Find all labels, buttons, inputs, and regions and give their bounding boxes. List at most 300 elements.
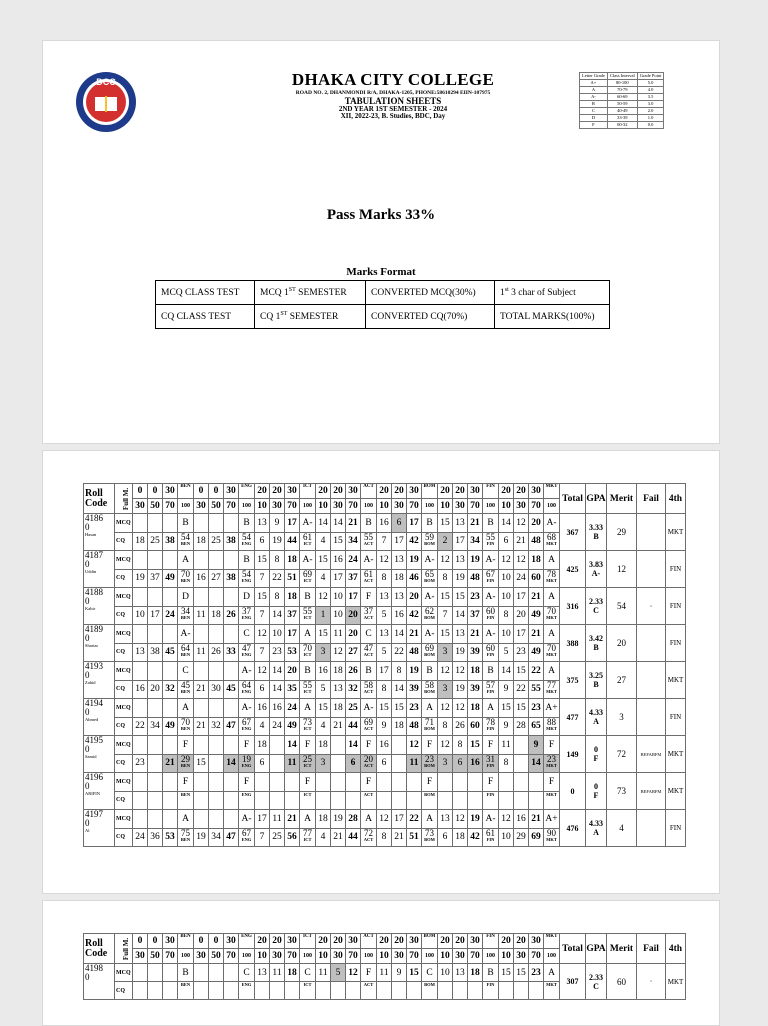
cq-mark: 10 bbox=[499, 828, 514, 847]
fourth-subject: FIN bbox=[666, 810, 686, 847]
cq-mark: 34 bbox=[346, 532, 361, 551]
mcq-mark: 21 bbox=[468, 625, 483, 644]
cq-mark bbox=[453, 982, 468, 1000]
cq-mark bbox=[544, 791, 560, 810]
fail-subjects: BEFABFM bbox=[637, 736, 666, 773]
subject-full-mark: 30 bbox=[514, 949, 529, 964]
mcq-mark bbox=[209, 514, 224, 533]
grade-scale-row bbox=[580, 101, 664, 108]
roll-number: 4195 bbox=[85, 735, 103, 745]
cq-label: CQ bbox=[115, 569, 133, 588]
mcq-mark: 19 bbox=[468, 810, 483, 829]
grade-scale-cell: 5.0 bbox=[637, 80, 664, 87]
mcq-mark bbox=[209, 810, 224, 829]
subject-full-mark: 70 bbox=[285, 949, 300, 964]
total-marks: 307 bbox=[560, 964, 586, 1000]
subject-full-mark: 0 bbox=[194, 934, 209, 949]
fail-subjects: ^ bbox=[637, 964, 666, 1000]
mcq-mark: 22 bbox=[407, 810, 422, 829]
cq-mark: 55 FIN bbox=[483, 532, 499, 551]
subject-full-mark: 20 bbox=[270, 934, 285, 949]
grade-scale-row bbox=[580, 94, 664, 101]
sheet-title: TABULATION SHEETS bbox=[344, 95, 442, 106]
format-cell: MCQ 1ST SEMESTER bbox=[255, 281, 366, 305]
mcq-mark: 12 bbox=[438, 662, 453, 681]
subject-code-tag: ACT bbox=[363, 836, 374, 842]
mcq-mark: 13 bbox=[438, 810, 453, 829]
cq-mark: 21 bbox=[331, 717, 346, 736]
mcq-mark: A bbox=[422, 699, 438, 718]
college-header bbox=[193, 71, 593, 121]
mcq-mark: 5 bbox=[331, 964, 346, 982]
cq-mark: 70 MKT bbox=[544, 643, 560, 662]
cq-mark bbox=[422, 791, 438, 810]
mcq-mark bbox=[133, 773, 148, 792]
cq-mark: 61 ICT bbox=[300, 532, 316, 551]
roll-cell bbox=[84, 588, 115, 625]
mcq-mark: 19 bbox=[407, 551, 422, 570]
roll-number: 4193 bbox=[85, 661, 103, 671]
subject-code-tag: ICT bbox=[303, 614, 312, 620]
mcq-mark: 12 bbox=[514, 551, 529, 570]
roll-number: 4186 bbox=[85, 513, 103, 523]
mcq-mark: 12 bbox=[377, 810, 392, 829]
mcq-mark: A bbox=[178, 810, 194, 829]
mcq-mark: 12 bbox=[499, 810, 514, 829]
mcq-mark: B bbox=[239, 514, 255, 533]
gpa-cell bbox=[586, 625, 607, 662]
grade-value: F bbox=[593, 754, 599, 763]
subject-full-mark: 0 bbox=[209, 934, 224, 949]
mcq-label: MCQ bbox=[115, 736, 133, 755]
cq-mark: 45 bbox=[163, 643, 178, 662]
cq-mark: 21 bbox=[331, 828, 346, 847]
mcq-mark: 17 bbox=[514, 588, 529, 607]
cq-mark: 51 bbox=[285, 569, 300, 588]
cq-mark: 58 ACT bbox=[361, 680, 377, 699]
mcq-mark: 18 bbox=[331, 699, 346, 718]
mcq-mark bbox=[194, 699, 209, 718]
mcq-mark: 8 bbox=[453, 736, 468, 755]
cq-mark: 42 bbox=[468, 828, 483, 847]
cq-mark bbox=[346, 982, 361, 1000]
mcq-mark: 24 bbox=[285, 699, 300, 718]
gpa-cell bbox=[586, 551, 607, 588]
mcq-mark: 13 bbox=[392, 588, 407, 607]
cq-mark: 88 MKT bbox=[544, 717, 560, 736]
cq-mark: 49 bbox=[285, 717, 300, 736]
mcq-label: MCQ bbox=[115, 588, 133, 607]
cq-mark: 30 bbox=[209, 680, 224, 699]
mcq-mark bbox=[194, 514, 209, 533]
cq-mark: 8 bbox=[377, 569, 392, 588]
mcq-label: MCQ bbox=[115, 810, 133, 829]
cq-mark bbox=[224, 791, 239, 810]
mcq-mark: 10 bbox=[270, 625, 285, 644]
grade-scale-cell: C bbox=[580, 108, 608, 115]
mcq-mark bbox=[133, 736, 148, 755]
mcq-mark: 14 bbox=[392, 625, 407, 644]
cq-mark: 53 bbox=[163, 828, 178, 847]
mcq-mark: A bbox=[300, 699, 316, 718]
subject-full-mark: 30 bbox=[285, 934, 300, 949]
mcq-mark: 28 bbox=[346, 810, 361, 829]
cq-mark: 32 bbox=[209, 717, 224, 736]
subject-full-mark: 30 bbox=[468, 934, 483, 949]
subject-code: BOM bbox=[422, 934, 438, 949]
mcq-mark: 12 bbox=[377, 551, 392, 570]
cq-mark: 38 bbox=[148, 643, 163, 662]
mcq-mark bbox=[209, 964, 224, 982]
mcq-mark bbox=[148, 773, 163, 792]
mcq-mark bbox=[392, 773, 407, 792]
fail-subjects bbox=[637, 810, 666, 847]
mcq-mark bbox=[148, 514, 163, 533]
mcq-mark: 12 bbox=[255, 625, 270, 644]
subject-code-tag: ACT bbox=[363, 725, 374, 731]
merit-position: 27 bbox=[607, 662, 637, 699]
subject-full-mark: 70 bbox=[529, 499, 544, 514]
cq-mark: 4 bbox=[316, 569, 331, 588]
subject-full-mark: 100 bbox=[544, 949, 560, 964]
fail-subjects bbox=[637, 662, 666, 699]
cq-mark bbox=[361, 982, 377, 1000]
subject-full-mark: 30 bbox=[468, 484, 483, 499]
cq-mark: 60 bbox=[529, 569, 544, 588]
cq-mark bbox=[224, 982, 239, 1000]
grade-scale-cell: A bbox=[580, 87, 608, 94]
cq-mark bbox=[209, 754, 224, 773]
mcq-mark: F bbox=[422, 773, 438, 792]
mcq-mark: A- bbox=[422, 625, 438, 644]
roll-suffix: 0 bbox=[85, 670, 90, 680]
mcq-mark bbox=[346, 773, 361, 792]
mcq-mark: A- bbox=[300, 551, 316, 570]
cq-mark bbox=[499, 982, 514, 1000]
cq-mark: 19 bbox=[453, 680, 468, 699]
cq-mark bbox=[148, 982, 163, 1000]
grade-scale-cell: D bbox=[580, 115, 608, 122]
cq-mark: 22 bbox=[270, 569, 285, 588]
cq-mark: 54 BEN bbox=[178, 532, 194, 551]
mcq-mark: 20 bbox=[529, 514, 544, 533]
fourth-header: 4th bbox=[666, 484, 686, 514]
subject-full-mark: 30 bbox=[453, 499, 468, 514]
subject-full-mark: 20 bbox=[392, 484, 407, 499]
mcq-mark: 21 bbox=[468, 514, 483, 533]
mcq-mark: B bbox=[422, 514, 438, 533]
mcq-mark bbox=[194, 551, 209, 570]
semester-line: 2ND YEAR 1ST SEMESTER - 2024 bbox=[338, 105, 448, 114]
mcq-mark: A bbox=[544, 625, 560, 644]
cq-mark: 60 bbox=[468, 717, 483, 736]
mcq-mark: 9 bbox=[529, 736, 544, 755]
subject-full-mark: 0 bbox=[148, 484, 163, 499]
mcq-mark: 23 bbox=[529, 699, 544, 718]
mcq-mark bbox=[209, 551, 224, 570]
cq-mark: 9 bbox=[499, 680, 514, 699]
mcq-mark: 15 bbox=[499, 964, 514, 982]
roll-cell bbox=[84, 662, 115, 699]
subject-full-mark: 30 bbox=[392, 949, 407, 964]
cq-mark: 15 bbox=[331, 532, 346, 551]
roll-suffix: 0 bbox=[85, 633, 90, 643]
mcq-mark: 12 bbox=[407, 736, 422, 755]
roll-suffix: 0 bbox=[85, 972, 90, 982]
subject-code-tag: BOM bbox=[424, 982, 435, 987]
roll-suffix: 0 bbox=[85, 781, 90, 791]
grade-header-cell: Letter Grade bbox=[580, 73, 608, 80]
cq-mark: 49 bbox=[163, 569, 178, 588]
cq-mark: 14 bbox=[392, 680, 407, 699]
cq-mark: 25 ICT bbox=[300, 754, 316, 773]
mcq-mark: A+ bbox=[544, 810, 560, 829]
mcq-mark: 20 bbox=[346, 625, 361, 644]
cq-mark: 2 bbox=[438, 532, 453, 551]
grade-header-cell: Grade Point bbox=[637, 73, 664, 80]
fail-header: Fail bbox=[637, 484, 666, 514]
cq-mark: 9 bbox=[499, 717, 514, 736]
page-header bbox=[42, 40, 720, 444]
cq-mark bbox=[209, 791, 224, 810]
mcq-mark: A- bbox=[422, 588, 438, 607]
cq-mark: 28 bbox=[514, 717, 529, 736]
cq-mark: 13 bbox=[331, 680, 346, 699]
subject-full-mark: 100 bbox=[239, 499, 255, 514]
mcq-mark bbox=[209, 699, 224, 718]
subject-code: BEN bbox=[178, 484, 194, 499]
cq-mark: 11 bbox=[285, 754, 300, 773]
subject-code-tag: ICT bbox=[303, 791, 312, 797]
subject-full-mark: 70 bbox=[468, 949, 483, 964]
subject-full-mark: 30 bbox=[224, 484, 239, 499]
mcq-mark: A- bbox=[239, 699, 255, 718]
cq-mark: 10 bbox=[499, 569, 514, 588]
cq-mark: 7 bbox=[255, 828, 270, 847]
mcq-mark: 17 bbox=[285, 514, 300, 533]
cq-mark: 8 bbox=[377, 680, 392, 699]
subject-full-mark: 0 bbox=[194, 484, 209, 499]
mcq-mark: 14 bbox=[499, 514, 514, 533]
mcq-mark: A bbox=[544, 662, 560, 681]
mcq-mark bbox=[194, 662, 209, 681]
cq-label: CQ bbox=[115, 532, 133, 551]
cq-mark: 6 bbox=[255, 680, 270, 699]
cq-mark: 64 ENG bbox=[239, 680, 255, 699]
merit-position: 73 bbox=[607, 773, 637, 810]
mcq-mark: 20 bbox=[285, 662, 300, 681]
subject-full-mark: 30 bbox=[346, 934, 361, 949]
cq-mark: 23 bbox=[270, 643, 285, 662]
fail-header: Fail bbox=[637, 934, 666, 964]
mcq-mark: F bbox=[239, 736, 255, 755]
mcq-mark: 11 bbox=[270, 964, 285, 982]
subject-code-tag: ENG bbox=[241, 791, 252, 797]
cq-mark: 37 bbox=[468, 606, 483, 625]
cq-mark: 26 bbox=[453, 717, 468, 736]
mcq-mark bbox=[453, 773, 468, 792]
tabulation-page bbox=[42, 450, 720, 894]
subject-code: FIN bbox=[483, 484, 499, 499]
subject-full-mark: 30 bbox=[285, 484, 300, 499]
total-header: Total bbox=[560, 484, 586, 514]
cq-mark: 77 ICT bbox=[300, 828, 316, 847]
subject-code-tag: ENG bbox=[241, 688, 252, 694]
cq-mark: 15 bbox=[194, 754, 209, 773]
mcq-mark bbox=[529, 773, 544, 792]
cq-mark bbox=[514, 754, 529, 773]
cq-mark: 5 bbox=[377, 606, 392, 625]
cq-mark: 3 bbox=[438, 754, 453, 773]
cq-mark: 4 bbox=[316, 717, 331, 736]
cq-mark bbox=[270, 791, 285, 810]
cq-mark: 22 bbox=[514, 680, 529, 699]
grade-scale-cell: 60-69 bbox=[607, 94, 637, 101]
mcq-mark bbox=[514, 773, 529, 792]
mcq-label: MCQ bbox=[115, 964, 133, 982]
mcq-mark: 11 bbox=[377, 964, 392, 982]
subject-full-mark: 20 bbox=[499, 934, 514, 949]
student-mcq-row bbox=[84, 514, 686, 533]
subject-full-mark: 100 bbox=[483, 949, 499, 964]
subject-code: ICT bbox=[300, 484, 316, 499]
subject-full-mark: 30 bbox=[270, 949, 285, 964]
cq-mark bbox=[331, 754, 346, 773]
subject-full-mark: 20 bbox=[438, 934, 453, 949]
mcq-mark bbox=[499, 773, 514, 792]
cq-label: CQ bbox=[115, 791, 133, 810]
cq-mark: 55 ICT bbox=[300, 680, 316, 699]
cq-mark: 7 bbox=[255, 569, 270, 588]
mcq-mark: 16 bbox=[514, 810, 529, 829]
mcq-mark: 15 bbox=[407, 964, 422, 982]
mcq-mark: A bbox=[544, 551, 560, 570]
subject-code: ENG bbox=[239, 484, 255, 499]
mcq-mark: 18 bbox=[529, 551, 544, 570]
cq-mark: 70 BEN bbox=[178, 717, 194, 736]
mcq-mark: 15 bbox=[316, 625, 331, 644]
mcq-mark bbox=[148, 810, 163, 829]
subject-code-tag: ENG bbox=[241, 577, 252, 583]
cq-mark: 35 bbox=[285, 680, 300, 699]
subject-full-mark: 30 bbox=[133, 499, 148, 514]
mcq-label: MCQ bbox=[115, 551, 133, 570]
grade-value: B bbox=[593, 643, 599, 652]
mcq-label: MCQ bbox=[115, 699, 133, 718]
grade-scale-cell: 50-59 bbox=[607, 101, 637, 108]
mcq-mark: 15 bbox=[316, 551, 331, 570]
grade-value: A bbox=[593, 828, 599, 837]
cq-mark: 8 bbox=[499, 754, 514, 773]
cq-mark bbox=[483, 791, 499, 810]
cq-mark: 67 ENG bbox=[239, 828, 255, 847]
mcq-mark: 15 bbox=[438, 514, 453, 533]
subject-code-tag: BEN bbox=[180, 688, 191, 694]
mcq-mark: B bbox=[239, 551, 255, 570]
fail-subjects bbox=[637, 699, 666, 736]
mcq-mark bbox=[331, 736, 346, 755]
roll-number: 4188 bbox=[85, 587, 103, 597]
grade-scale-table bbox=[579, 72, 664, 129]
total-marks: 149 bbox=[560, 736, 586, 773]
subject-code-tag: BEN bbox=[180, 540, 191, 546]
grade-value: B bbox=[593, 680, 599, 689]
mcq-mark: F bbox=[483, 773, 499, 792]
mcq-mark: 12 bbox=[453, 699, 468, 718]
gpa-value: 3.33 bbox=[589, 523, 603, 532]
cq-mark bbox=[148, 754, 163, 773]
cq-mark: 25 bbox=[209, 532, 224, 551]
mcq-label: MCQ bbox=[115, 625, 133, 644]
mcq-mark bbox=[209, 773, 224, 792]
cq-label: CQ bbox=[115, 828, 133, 847]
cq-mark: 5 bbox=[316, 680, 331, 699]
mcq-mark: 17 bbox=[407, 514, 422, 533]
mcq-mark bbox=[209, 588, 224, 607]
cq-mark: 17 bbox=[148, 606, 163, 625]
mcq-mark bbox=[224, 773, 239, 792]
mcq-mark: B bbox=[178, 964, 194, 982]
mcq-mark: 18 bbox=[285, 551, 300, 570]
cq-mark: 34 bbox=[148, 717, 163, 736]
mcq-mark: F bbox=[422, 736, 438, 755]
subject-full-mark: 30 bbox=[194, 949, 209, 964]
gpa-value: 4.33 bbox=[589, 819, 603, 828]
cq-mark bbox=[377, 791, 392, 810]
mcq-mark bbox=[194, 810, 209, 829]
merit-position: 29 bbox=[607, 514, 637, 551]
subject-full-mark: 100 bbox=[361, 949, 377, 964]
subject-full-mark: 30 bbox=[331, 499, 346, 514]
cq-mark: 59 BOM bbox=[422, 532, 438, 551]
roll-suffix: 0 bbox=[85, 744, 90, 754]
subject-full-mark: 10 bbox=[499, 949, 514, 964]
subject-code-tag: FIN bbox=[486, 982, 495, 987]
mcq-mark: D bbox=[178, 588, 194, 607]
cq-mark bbox=[377, 982, 392, 1000]
cq-mark: 62 BOM bbox=[422, 606, 438, 625]
grade-scale-cell: 1.0 bbox=[637, 115, 664, 122]
mcq-mark: A- bbox=[483, 810, 499, 829]
mcq-mark: C bbox=[422, 964, 438, 982]
cq-mark: 70 ICT bbox=[300, 643, 316, 662]
cq-mark: 26 bbox=[224, 606, 239, 625]
mcq-mark: A bbox=[361, 810, 377, 829]
tabulation-table-continued bbox=[83, 933, 686, 1000]
cq-mark: 73 BOM bbox=[422, 828, 438, 847]
mcq-mark: 15 bbox=[438, 625, 453, 644]
cq-mark: 42 bbox=[407, 606, 422, 625]
grade-scale-cell: A+ bbox=[580, 80, 608, 87]
mcq-mark bbox=[224, 588, 239, 607]
total-marks: 425 bbox=[560, 551, 586, 588]
mcq-mark: F bbox=[300, 773, 316, 792]
marks-format-table bbox=[155, 280, 610, 329]
subject-full-mark: 100 bbox=[483, 499, 499, 514]
subject-full-mark: 20 bbox=[270, 484, 285, 499]
student-mcq-row bbox=[84, 625, 686, 644]
subject-code-tag: FIN bbox=[486, 577, 495, 583]
mcq-mark: 10 bbox=[331, 588, 346, 607]
cq-mark: 58 BOM bbox=[422, 680, 438, 699]
cq-mark: 57 FIN bbox=[483, 680, 499, 699]
subject-full-mark: 30 bbox=[163, 484, 178, 499]
subject-code-tag: ENG bbox=[241, 651, 252, 657]
subject-full-mark: 10 bbox=[499, 499, 514, 514]
subject-code-tag: MKT bbox=[546, 651, 557, 657]
grade-scale-cell: 2.0 bbox=[637, 108, 664, 115]
mcq-mark: 12 bbox=[514, 514, 529, 533]
